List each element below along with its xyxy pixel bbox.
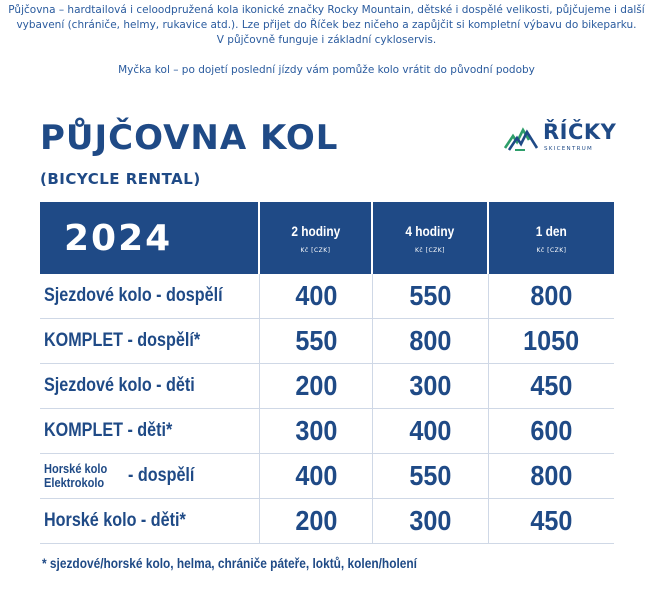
period-label: 1 den (535, 222, 568, 239)
row-label-text: Horské kolo - děti* (44, 510, 186, 531)
row-label (40, 454, 260, 498)
row-label (40, 409, 260, 453)
price-value: 300 (409, 505, 452, 536)
currency-unit: Kč [CZK] (300, 246, 331, 254)
price-cell (373, 364, 489, 408)
ricky-logo (503, 120, 615, 156)
price-value: 300 (409, 370, 452, 401)
price-cell (260, 364, 373, 408)
column-header (373, 202, 489, 274)
row-label (40, 499, 260, 543)
row-label-suffix: - dospělí (128, 465, 195, 486)
intro-line-2: vybavení (chrániče, helmy, rukavice atd.). Lze přijet do Říček bez ničeho a zapůjčit si kompletní výbavu do bikeparku. (16, 19, 637, 31)
row-label-text: KOMPLET - dospělí* (44, 330, 201, 351)
footnote-text: * sjezdové/horské kolo, helma, chrániče páteře, loktů, kolen/holení (42, 555, 417, 571)
table-row (40, 409, 614, 454)
intro-line-3: V půjčovně funguje i základní cykloservis. (216, 34, 437, 46)
period-label: 4 hodiny (405, 222, 455, 239)
logo-subtitle: SKICENTRUM (544, 146, 594, 152)
price-cell (373, 454, 489, 498)
price-cell (373, 409, 489, 453)
price-value: 400 (294, 280, 338, 311)
currency-unit: Kč [CZK] (414, 246, 446, 254)
price-value: 400 (409, 415, 452, 446)
period-label: 2 hodiny (291, 222, 340, 239)
year: 2024 (64, 217, 173, 259)
logo-brand: ŘÍČKY (543, 120, 617, 144)
row-label-line-2: Elektrokolo (44, 475, 105, 490)
table-row (40, 499, 614, 544)
column-header (489, 202, 614, 274)
price-cell (260, 499, 373, 543)
price-value: 800 (530, 460, 573, 491)
price-value: 1050 (523, 325, 580, 356)
price-cell (260, 454, 373, 498)
table-row (40, 274, 614, 319)
price-cell (373, 274, 489, 318)
price-cell (260, 274, 373, 318)
price-cell (489, 409, 614, 453)
currency-unit: Kč [CZK] (536, 246, 567, 254)
price-cell (260, 409, 373, 453)
intro-line-1: Půjčovna – hardtailová i celoodpružená kola ikonické značky Rocky Mountain, dětské i dospělé velikosti, půjčujeme i další (8, 4, 645, 16)
price-value: 300 (294, 415, 338, 446)
row-label-text: Sjezdové kolo - dospělí (44, 285, 223, 306)
price-cell (489, 499, 614, 543)
price-value: 400 (294, 460, 338, 491)
price-value: 800 (530, 280, 573, 311)
price-value: 600 (530, 415, 573, 446)
mountain-logo-icon (503, 122, 539, 152)
price-value: 200 (294, 505, 338, 536)
price-cell (489, 319, 614, 363)
price-cell (489, 274, 614, 318)
price-value: 200 (294, 370, 338, 401)
table-header (40, 202, 614, 274)
price-value: 450 (530, 505, 573, 536)
page-subtitle: (BICYCLE RENTAL) (40, 170, 201, 188)
price-cell (260, 319, 373, 363)
row-label-text: KOMPLET - děti* (44, 420, 173, 441)
price-cell (489, 364, 614, 408)
bike-wash-note: Myčka kol – po dojetí poslední jízdy vám pomůže kolo vrátit do původní podoby (118, 64, 535, 76)
page-title: PŮJČOVNA KOL (40, 118, 339, 158)
table-row (40, 319, 614, 364)
row-label-stack (44, 462, 107, 490)
price-table (40, 202, 614, 544)
price-value: 550 (294, 325, 338, 356)
row-label (40, 364, 260, 408)
price-value: 550 (409, 460, 452, 491)
price-cell (373, 319, 489, 363)
price-value: 550 (409, 280, 452, 311)
row-label-text: Sjezdové kolo - děti (44, 375, 195, 396)
row-label-line-1: Horské kolo (44, 461, 108, 476)
price-cell (373, 499, 489, 543)
table-row (40, 454, 614, 499)
year-cell (40, 202, 260, 274)
footnote (42, 555, 483, 571)
intro-text (0, 3, 653, 78)
column-header (260, 202, 373, 274)
price-value: 450 (530, 370, 573, 401)
price-value: 800 (409, 325, 452, 356)
row-label (40, 319, 260, 363)
price-cell (489, 454, 614, 498)
table-row (40, 364, 614, 409)
row-label (40, 274, 260, 318)
